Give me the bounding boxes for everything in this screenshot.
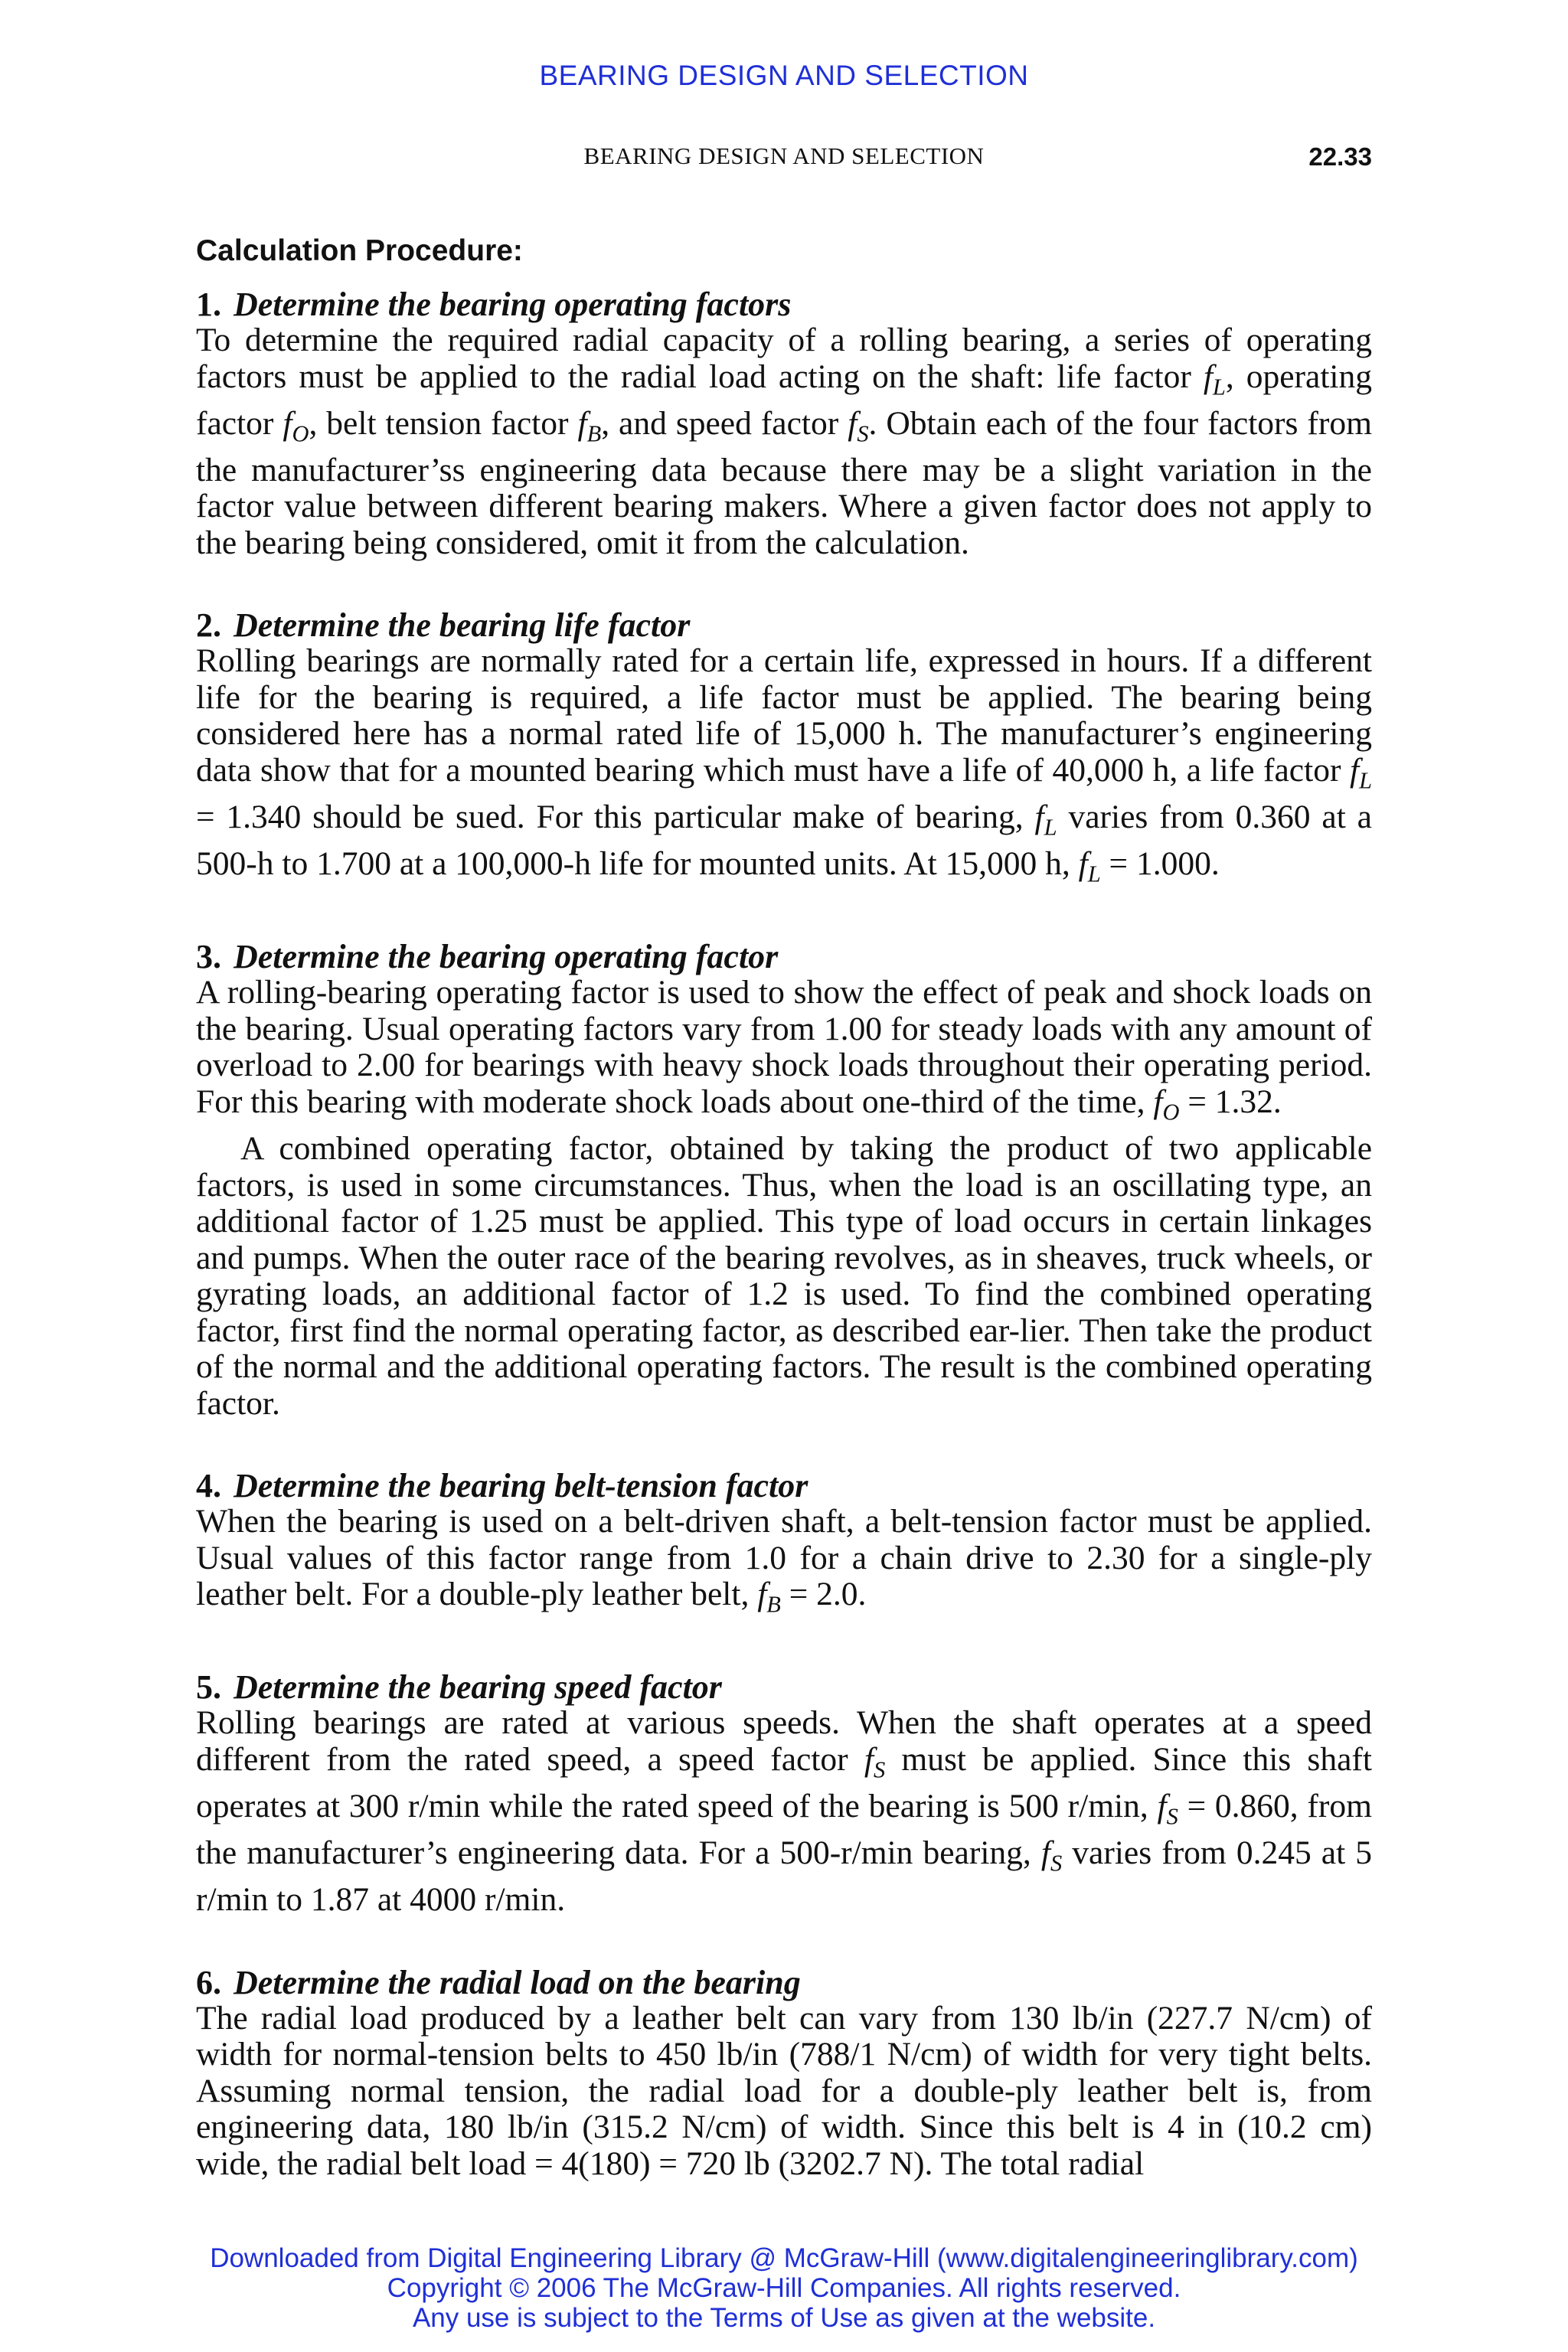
step-title: Determine the bearing speed factor bbox=[234, 1668, 722, 1707]
footer-terms[interactable]: Any use is subject to the Terms of Use as given at the website. bbox=[412, 2303, 1156, 2333]
chapter-link[interactable]: BEARING DESIGN AND SELECTION bbox=[539, 60, 1029, 91]
step-3 bbox=[196, 939, 1372, 1422]
step-paragraph: A combined operating factor, obtained by taking the product of two applicable factors, is used in some circumstances. Thus, when the load is an oscillating type, an additional factor of 1.25 must be applied. This type of load occurs in certain linkages and pumps. When the outer race of the bearing revolves, as in sheaves, truck wheels, or gyrating loads, an additional factor of 1.2 is used. To find the combined operating factor, first find the normal operating factor, as described ear-lier. Then take the product of the normal and the additional operating factors. The result is the combined operating factor. bbox=[196, 1130, 1372, 1422]
step-number: 1. bbox=[196, 286, 221, 323]
procedure-heading: Calculation Procedure: bbox=[196, 234, 523, 267]
step-heading bbox=[196, 939, 1372, 975]
footer-download-link[interactable]: Downloaded from Digital Engineering Library @ McGraw-Hill (www.digitalengineeringlibrary.com) bbox=[210, 2243, 1358, 2273]
step-number: 2. bbox=[196, 606, 221, 645]
step-1 bbox=[196, 286, 1372, 561]
step-title: Determine the bearing operating factors bbox=[234, 286, 792, 323]
step-paragraph: To determine the required radial capacity of a rolling bearing, a series of operating factors must be applied to the radial load acting on the shaft: life factor $f_L$, operating factor $f_O$, belt tension factor $f_B$, and speed factor $f_S$. Obtain each of the four factors from the manufacturer’ss engineering data because there may be a slight variation in the factor value between different bearing makers. Where a given factor does not apply to the bearing being considered, omit it from the calculation. bbox=[196, 322, 1372, 561]
step-paragraph: A rolling-bearing operating factor is used to show the effect of peak and shock loads on the bearing. Usual operating factors vary from 1.00 for steady loads with any amount of overload to 2.00 for bearings with heavy shock loads throughout their operating period. For this bearing with moderate shock loads about one-third of the time, $f_O = 1.32$. bbox=[196, 974, 1372, 1125]
step-5 bbox=[196, 1669, 1372, 1919]
step-paragraph: Rolling bearings are normally rated for a certain life, expressed in hours. If a different life for the bearing is required, a life factor must be applied. The bearing being considered here has a normal rated life of 15,000 h. The manufacturer’s engineering data show that for a mounted bearing which must have a life of 40,000 h, a life factor $f_L = 1.340$ should be sued. For this particular make of bearing, $f_L$ varies from 0.360 at a 500-h to 1.700 at a 100,000-h life for mounted units. At 15,000 h, $f_L = 1.000$. bbox=[196, 642, 1372, 887]
step-heading bbox=[196, 1965, 1372, 2001]
step-number: 3. bbox=[196, 938, 221, 976]
step-title: Determine the bearing operating factor bbox=[234, 938, 779, 976]
step-heading bbox=[196, 1669, 1372, 1705]
step-paragraph: The radial load produced by a leather belt can vary from 130 lb/in (227.7 N/cm) of width for normal-tension belts to 450 lb/in (788/1 N/cm) of width for very tight belts. Assuming normal tension, the radial load for a double-ply leather belt is, from engineering data, 180 lb/in (315.2 N/cm) of width. Since this belt is 4 in (10.2 cm) wide, the radial belt load = 4(180) = 720 lb (3202.7 N). The total radial bbox=[196, 1999, 1372, 2182]
step-2 bbox=[196, 607, 1372, 893]
step-paragraph: When the bearing is used on a belt-driven shaft, a belt-tension factor must be applied. Usual values of this factor range from 1.0 for a chain drive to 2.30 for a single-ply leather belt. For a double-ply leather belt, $f_B = 2.0$. bbox=[196, 1503, 1372, 1618]
running-head-title: BEARING DESIGN AND SELECTION bbox=[583, 142, 985, 169]
step-paragraph: Rolling bearings are rated at various speeds. When the shaft operates at a speed different from the rated speed, a speed factor $f_S$ must be applied. Since this shaft operates at 300 r/min while the rated speed of the bearing is 500 r/min, $f_S = 0.860$, from the manufacturer’s engineering data. For a 500-r/min bearing, $f_S$ varies from 0.245 at 5 r/min to 1.87 at 4000 r/min. bbox=[196, 1704, 1372, 1919]
step-number: 6. bbox=[196, 1963, 221, 2001]
page-number: 22.33 bbox=[1308, 142, 1372, 171]
footer bbox=[0, 2243, 1568, 2333]
step-title: Determine the bearing life factor bbox=[234, 606, 691, 645]
step-4 bbox=[196, 1468, 1372, 1623]
step-title: Determine the bearing belt-tension factor bbox=[234, 1467, 808, 1505]
step-heading bbox=[196, 607, 1372, 643]
step-heading bbox=[196, 1468, 1372, 1504]
step-heading bbox=[196, 286, 1372, 322]
running-head bbox=[196, 142, 1372, 173]
step-number: 5. bbox=[196, 1668, 221, 1707]
step-number: 4. bbox=[196, 1467, 221, 1505]
footer-copyright: Copyright © 2006 The McGraw-Hill Companies. All rights reserved. bbox=[387, 2273, 1181, 2303]
page-body bbox=[196, 230, 1372, 2228]
step-title: Determine the radial load on the bearing bbox=[234, 1963, 801, 2001]
step-6 bbox=[196, 1965, 1372, 2183]
